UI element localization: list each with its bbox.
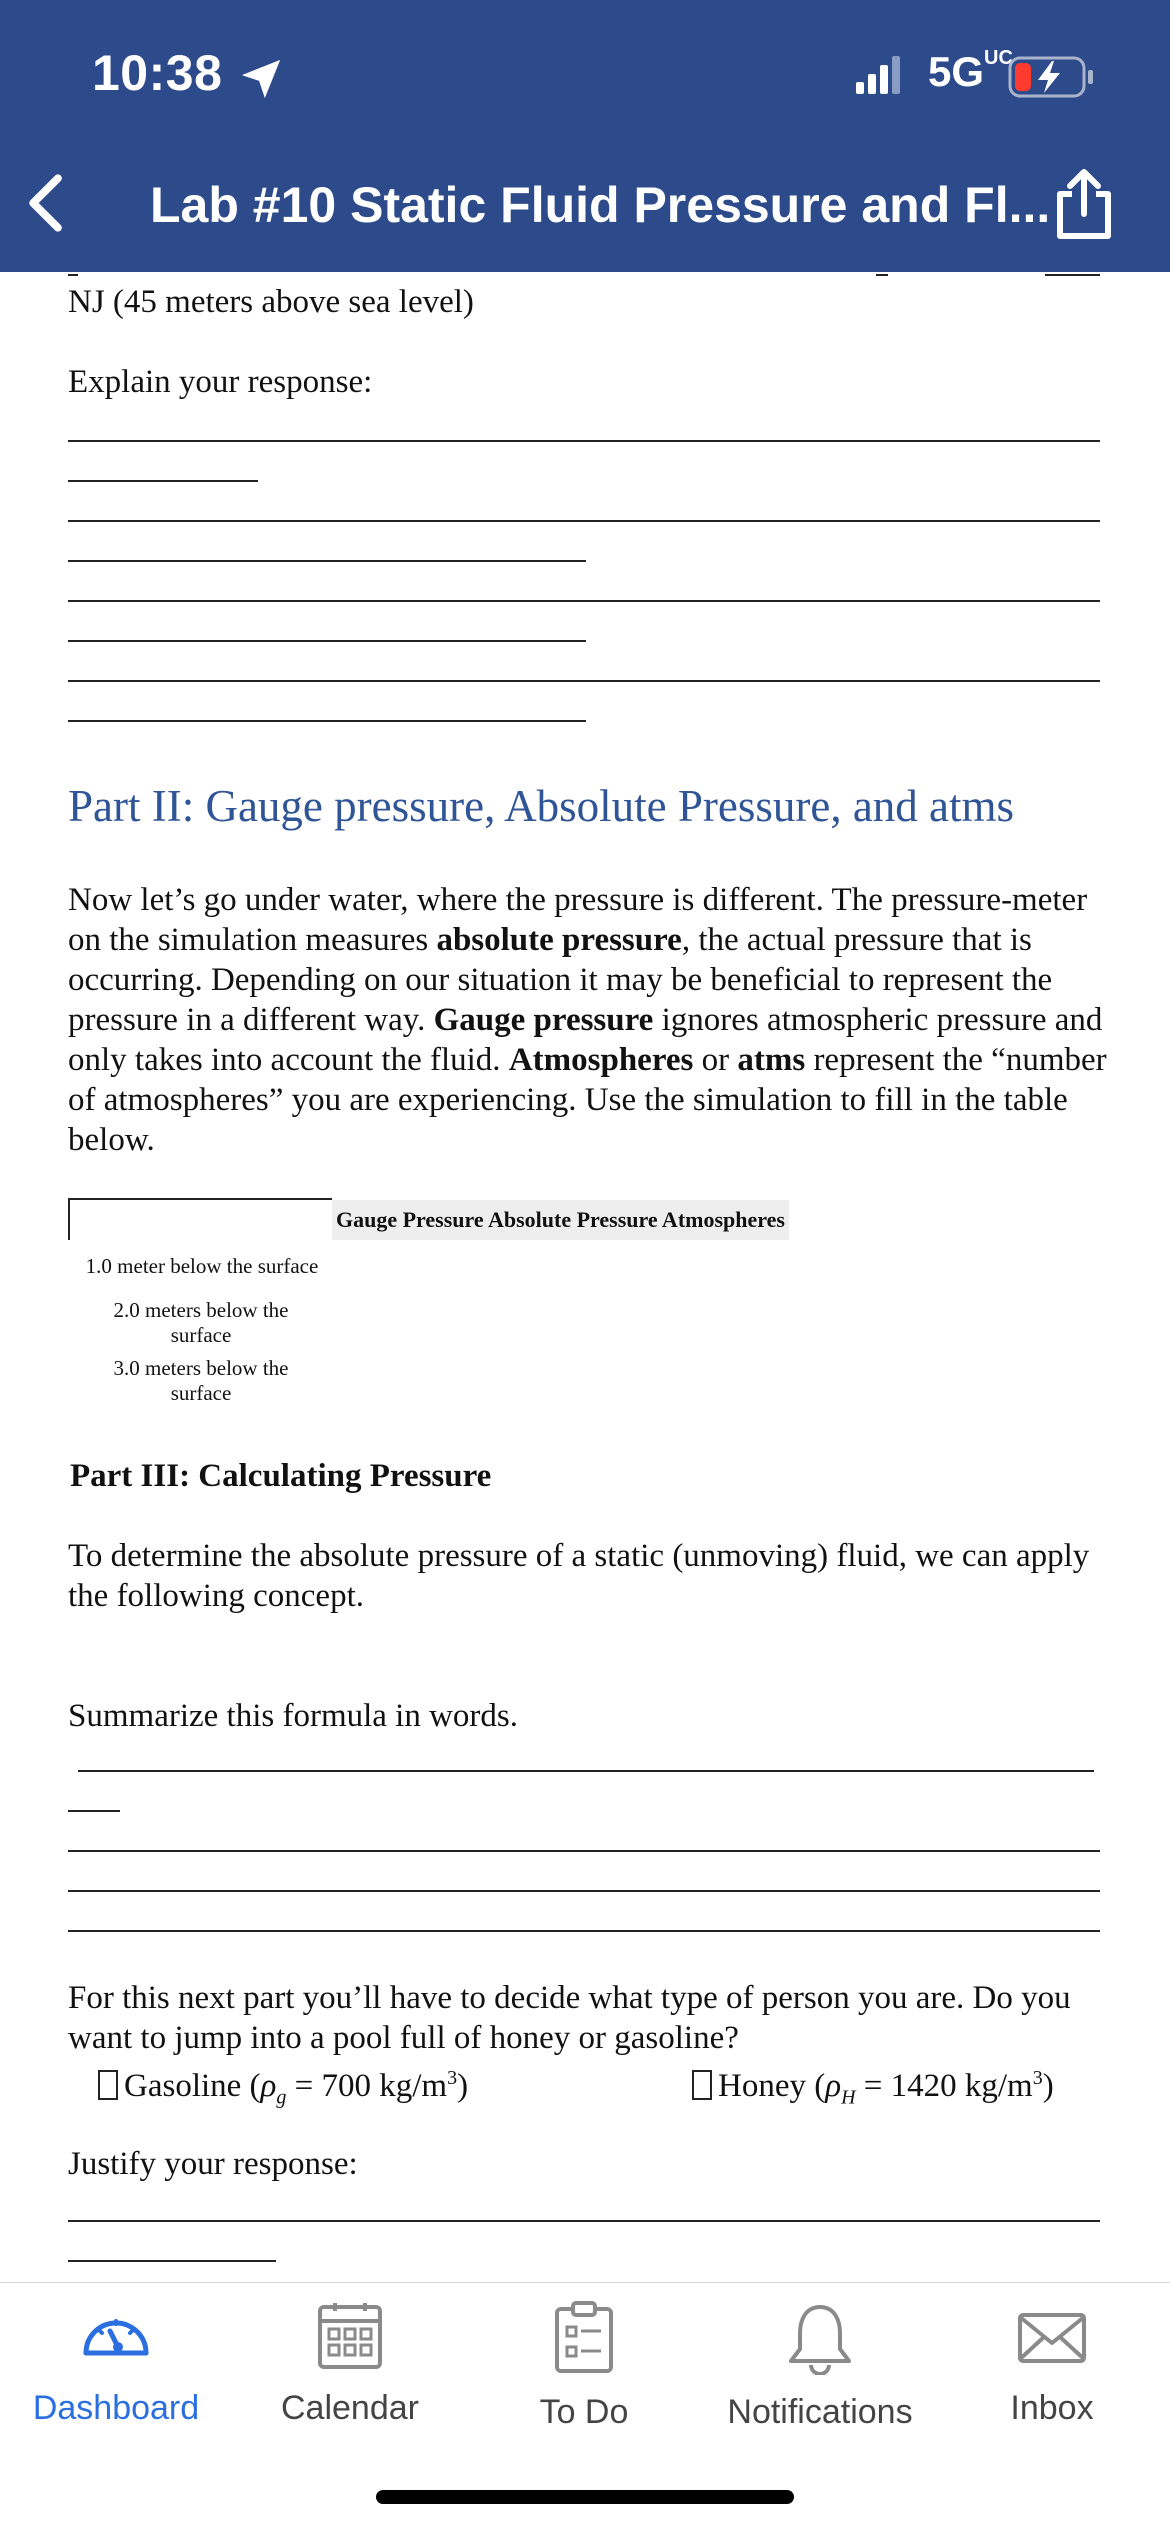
explain-label: Explain your response:	[68, 364, 373, 400]
todo-icon	[549, 2301, 619, 2375]
table-header: Gauge Pressure Absolute Pressure Atmospheres	[332, 1200, 789, 1240]
network-label: 5GUC	[928, 47, 1013, 95]
answer-line	[78, 1770, 1094, 1772]
answer-line	[68, 440, 1100, 442]
table-row-label: 3.0 meters below the surface	[113, 1356, 289, 1405]
tab-calendar[interactable]: Calendar	[240, 2301, 460, 2451]
table-row-label: 1.0 meter below the surface	[85, 1254, 319, 1278]
summarize-label: Summarize this formula in words.	[68, 1698, 519, 1734]
part3-paragraph: To determine the absolute pressure of a static (unmoving) fluid, we can apply the following concept.	[68, 1538, 1090, 1614]
choice-paragraph: For this next part you’ll have to decide what type of person you are. Do you want to jump into a pool full of honey or gasoline?	[68, 1980, 1071, 2056]
calendar-icon	[315, 2301, 385, 2371]
answer-line	[68, 1890, 1100, 1892]
option-gasoline[interactable]: Gasoline ($\rho_g = 700$ $kg/m^3$)	[98, 2058, 468, 2118]
battery-charging-icon	[1008, 56, 1094, 98]
answer-line	[68, 720, 586, 722]
answer-line	[68, 1930, 1100, 1932]
dashboard-icon	[76, 2301, 156, 2371]
app-header	[0, 0, 1170, 272]
answer-line	[68, 520, 1100, 522]
status-time: 10:38	[92, 45, 223, 101]
honey-checkbox[interactable]	[692, 2070, 712, 2100]
cutoff-text: NJ (45 meters above sea level)	[68, 284, 474, 320]
chevron-left-icon[interactable]	[18, 172, 70, 234]
page-title: Lab #10 Static Fluid Pressure and Fl...	[150, 177, 1051, 233]
answer-line	[68, 1810, 120, 1812]
tab-notifications[interactable]: Notifications	[710, 2301, 930, 2451]
answer-line	[68, 640, 586, 642]
document-viewer[interactable]	[0, 272, 1170, 2282]
answer-line	[68, 680, 1100, 682]
answer-line	[68, 600, 1100, 602]
answer-line	[68, 560, 586, 562]
table-row-label: 2.0 meters below the surface	[113, 1298, 289, 1347]
answer-line	[68, 2260, 276, 2262]
cutoff-fragment	[876, 274, 888, 276]
answer-line	[68, 1850, 1100, 1852]
home-indicator[interactable]	[376, 2490, 794, 2504]
part3-heading: Part III: Calculating Pressure	[70, 1458, 492, 1494]
share-icon[interactable]	[1052, 166, 1116, 242]
cutoff-fragment	[1045, 274, 1100, 276]
option-honey[interactable]: Honey ($\rho_H = 1420$ $kg/m^3$)	[692, 2058, 1054, 2118]
answer-line	[68, 2220, 1100, 2222]
tab-todo[interactable]: To Do	[474, 2301, 694, 2451]
location-arrow-icon	[238, 56, 284, 102]
part2-heading: Part II: Gauge pressure, Absolute Pressure, and atms	[68, 781, 1015, 831]
envelope-icon	[1016, 2301, 1088, 2371]
table-corner-cell	[68, 1198, 332, 1240]
cutoff-fragment	[68, 274, 78, 276]
justify-label: Justify your response:	[68, 2146, 358, 2182]
part2-paragraph: Now let’s go under water, where the pressure is different. The pressure-meter on the simulation measures absolute pressure, the actual pressure that is occurring. Depending on our situation it may be beneficial to represent the pressure in a different way. Gauge pressure ignores atmospheric pressure and only takes into account the fluid. Atmospheres or atms represent the “number of atmospheres” you are experiencing. Use the simulation to fill in the table below.	[68, 882, 1107, 1158]
gasoline-checkbox[interactable]	[98, 2070, 118, 2100]
answer-line	[68, 480, 258, 482]
tab-inbox[interactable]: Inbox	[942, 2301, 1162, 2451]
bell-icon	[785, 2301, 855, 2375]
tab-dashboard[interactable]: Dashboard	[6, 2301, 226, 2451]
signal-bars-icon	[856, 56, 908, 94]
